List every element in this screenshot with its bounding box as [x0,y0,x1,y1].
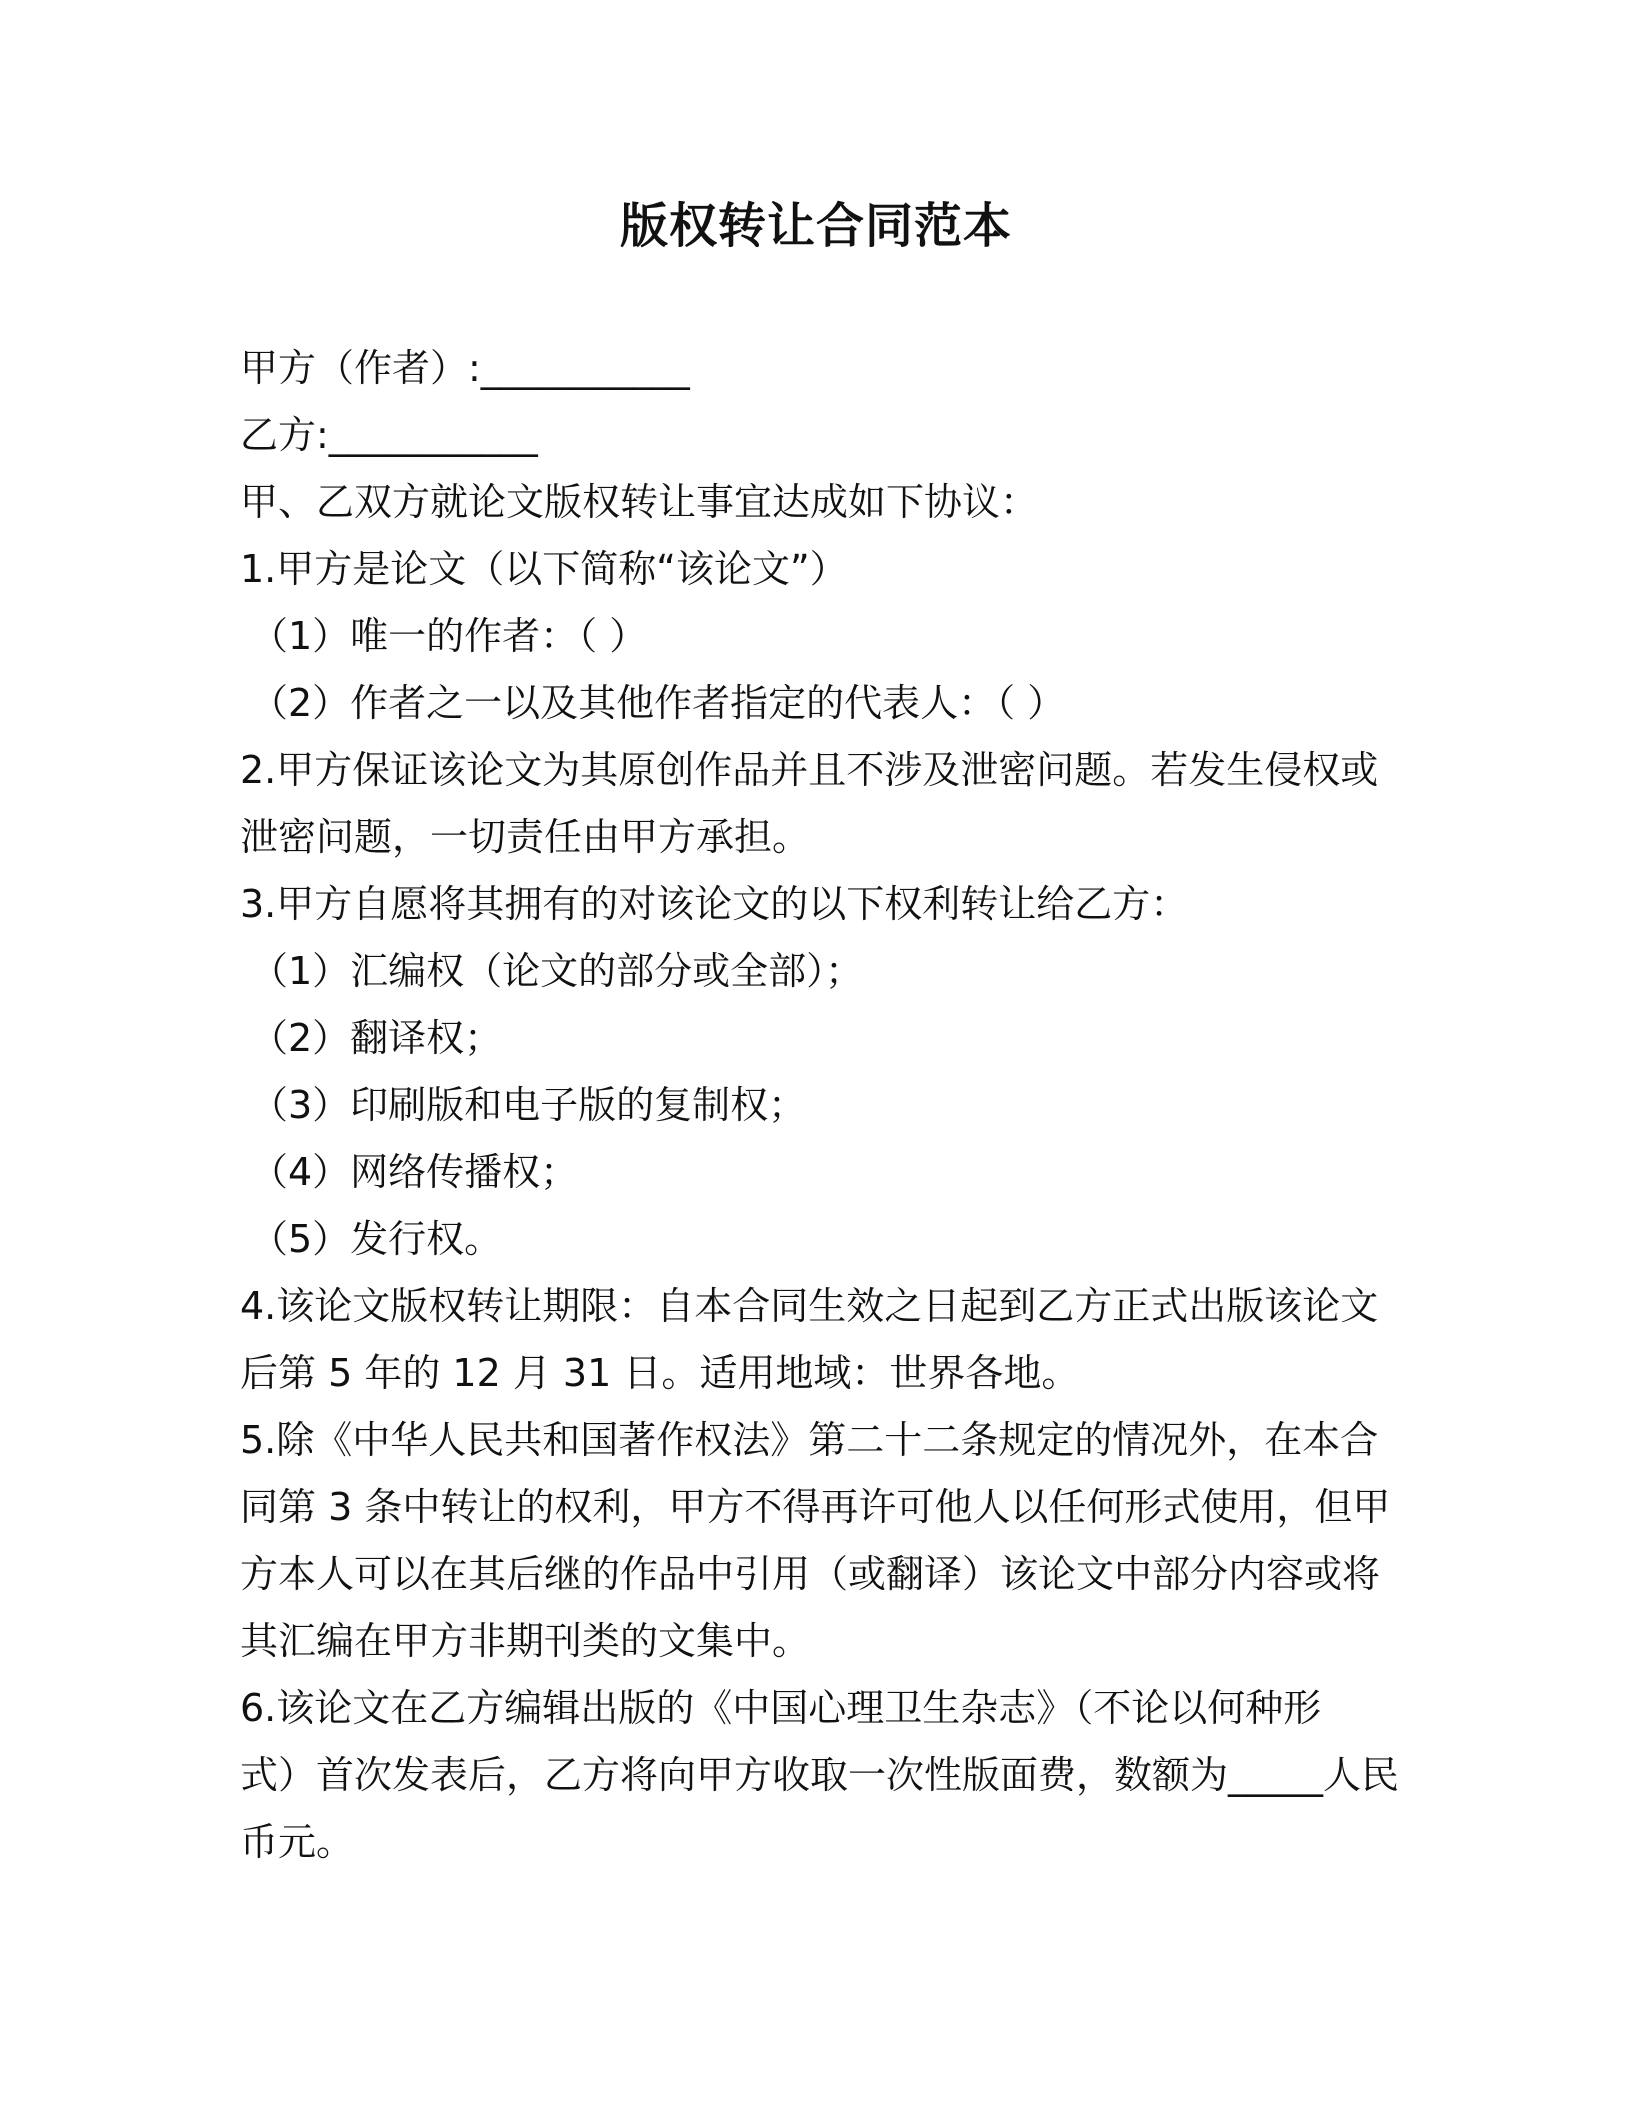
clause-3: 3.甲方自愿将其拥有的对该论文的以下权利转让给乙方： [240,882,1189,926]
clause-4-line-2: 后第 5 年的 12 月 31 日。适用地域：世界各地。 [240,1351,1080,1395]
clause-5-line-3: 方本人可以在其后继的作品中引用（或翻译）该论文中部分内容或将 [240,1552,1381,1596]
clause-3-item-4: （4）网络传播权； [250,1150,579,1194]
clause-6-line-1: 6.该论文在乙方编辑出版的《中国心理卫生杂志》（不论以何种形 [240,1686,1322,1730]
clause-2-line-2: 泄密问题，一切责任由甲方承担。 [240,815,811,859]
clause-2-line-1: 2.甲方保证该论文为其原创作品并且不涉及泄密问题。若发生侵权或 [240,748,1379,792]
clause-5-line-2: 同第 3 条中转让的权利，甲方不得再许可他人以任何形式使用，但甲 [240,1485,1391,1529]
clause-3-item-1: （1）汇编权（论文的部分或全部）； [250,949,864,993]
document-body [240,335,1400,1876]
clause-1: 1.甲方是论文（以下简称“该论文”） [240,547,848,591]
clause-3-item-5: （5）发行权。 [250,1217,503,1261]
party-a-line: 甲方（作者）:___________ [240,346,690,390]
clause-6-line-3: 币元。 [240,1820,355,1864]
clause-4-line-1: 4.该论文版权转让期限：自本合同生效之日起到乙方正式出版该论文 [240,1284,1379,1328]
clause-1-item-1: （1）唯一的作者：（ ） [250,614,648,658]
document-title: 版权转让合同范本 [619,198,1012,254]
agreement-intro: 甲、乙双方就论文版权转让事宜达成如下协议： [240,480,1039,524]
clause-5-line-1: 5.除《中华人民共和国著作权法》第二十二条规定的情况外，在本合 [240,1418,1379,1462]
party-b-line: 乙方:___________ [240,413,538,457]
clause-5-line-4: 其汇编在甲方非期刊类的文集中。 [240,1619,811,1663]
clause-3-item-3: （3）印刷版和电子版的复制权； [250,1083,807,1127]
clause-6-line-2: 式）首次发表后，乙方将向甲方收取一次性版面费，数额为_____人民 [240,1753,1400,1797]
clause-3-item-2: （2）翻译权； [250,1016,503,1060]
clause-1-item-2: （2）作者之一以及其他作者指定的代表人：（ ） [250,681,1066,725]
